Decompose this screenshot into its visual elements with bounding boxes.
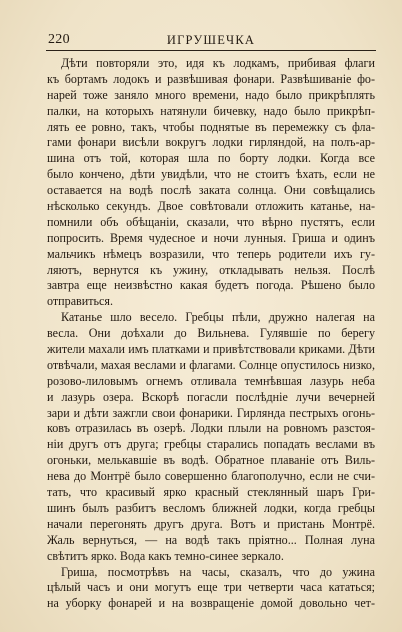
text-line: отправиться. <box>47 294 113 309</box>
text-line: нарей тоже заняло много времени, надо было прикрѣплять <box>47 87 375 102</box>
text-line: весла. Они доѣхали до Вильнева. Гулявшіе по берегу <box>47 326 375 341</box>
text-line: огоньки, мелькавшіе въ водѣ. Обратное плаваніе отъ Виль- <box>47 453 375 468</box>
text-line: на уборку фонарей и на возвращеніе домой довольно чет- <box>47 596 375 611</box>
text-line: лять ее ровно, такъ, чтобы поднятые въ перемежку съ фла- <box>47 119 375 134</box>
paragraph <box>47 56 375 310</box>
text-line: гами фонари висѣли вокругъ лодки гирляндой, на полъ-ар- <box>47 135 375 150</box>
text-line: нѣсколько секундъ. Двое совѣтовали отложить катанье, на- <box>47 199 375 214</box>
text-line: жители махали имъ платками и привѣтствовали криками. Дѣти <box>47 342 375 357</box>
text-line: было кончено, дѣти увидѣли, что не стоитъ ѣхать, если не <box>47 167 375 182</box>
body-text <box>47 56 375 612</box>
text-line: отвѣчали, махая веслами и флагами. Солнце опустилось низко, <box>47 357 375 372</box>
text-line: завтра еще неизвѣстно какая будетъ погода. Рѣшено было <box>47 278 375 293</box>
text-line: Жаль вернуться, — на водѣ такъ пріятно... Полная луна <box>47 532 375 547</box>
text-line: попросить. Время чудесное и ночи лунныя. Гриша и одинъ <box>47 230 375 245</box>
text-line: и лазурь озера. Вскорѣ погасли послѣдніе лучи вечерней <box>47 389 375 404</box>
text-line: мальчикъ нѣмецъ возразили, что теперь родители ихъ гу- <box>47 246 375 261</box>
text-line: ковъ отразилась въ озерѣ. Лодки плыли на ровномъ разстоя- <box>47 421 375 436</box>
text-line: оставается на водѣ послѣ заката солнца. Они совѣщались <box>47 183 375 198</box>
text-line: Гриша, посмотрѣвъ на часы, сказалъ, что до ужина <box>61 564 375 579</box>
text-line: тать, что красивый ярко красный стеклянный шаръ Гри- <box>47 485 375 500</box>
running-head: ИГРУШЕЧКА <box>166 33 256 47</box>
text-line: свѣтитъ ярко. Вода какъ темно-синее зеркало. <box>47 548 284 563</box>
text-line: цѣлый часъ и они могутъ еще три четверти часа кататься; <box>47 580 375 595</box>
text-line: Дѣти повторяли это, идя къ лодкамъ, прибивая флаги <box>61 56 375 70</box>
paragraph <box>47 310 375 564</box>
text-line: шина отъ той, которая шла по борту лодки. Когда все <box>47 151 375 166</box>
text-line: нева до Монтрё было совершенно благополучно, если не счи- <box>47 469 375 484</box>
text-line: розово-лиловымъ огнемъ отливала темнѣвшая лазурь неба <box>47 373 375 388</box>
page-number: 220 <box>48 32 70 47</box>
text-line: ляютъ, вернутся къ ужину, откладывать нельзя. Послѣ <box>47 262 375 277</box>
text-line: шинъ былъ разбитъ весломъ ближней лодки, когда гребцы <box>47 500 375 515</box>
text-line: къ бортамъ лодокъ и развѣшивая фонари. Развѣшиваніе фо- <box>47 71 375 86</box>
text-line: зари и дѣти зажгли свои фонарики. Гирлянда пестрыхъ огонь- <box>47 405 375 420</box>
text-line: Катанье шло весело. Гребцы пѣли, дружно налегая на <box>61 310 375 325</box>
text-line: ніи другъ отъ друга; гребцы старались попадать веслами въ <box>47 437 375 452</box>
text-line: начали перегонять другъ друга. Вотъ и пристань Монтрё. <box>47 516 375 531</box>
text-line: помнили объ обѣщаніи, сказали, что вѣрно пустятъ, если <box>47 214 375 229</box>
page-header <box>46 32 376 51</box>
text-line: палки, на которыхъ натянули бичевку, надо было прикрѣп- <box>47 103 375 118</box>
paragraph <box>47 565 375 613</box>
